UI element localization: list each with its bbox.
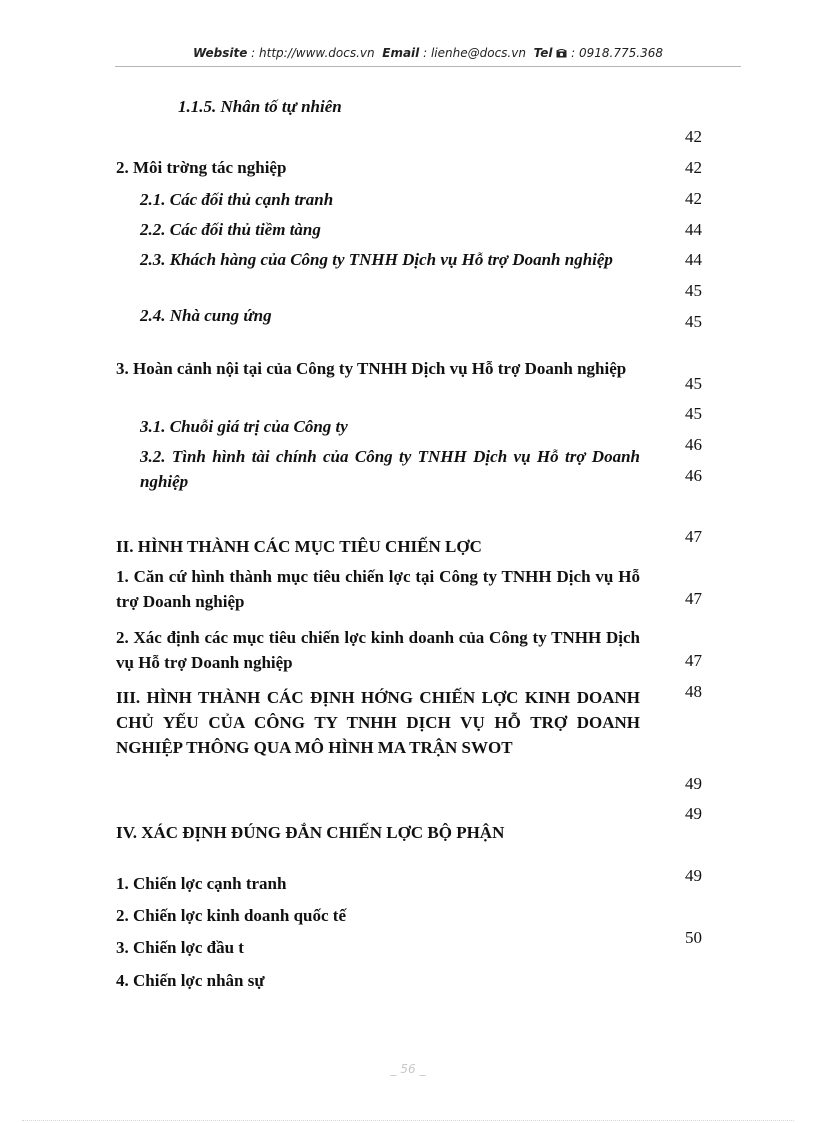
email-address: : lienhe@docs.vn bbox=[423, 46, 526, 60]
page-number: 45 bbox=[685, 404, 702, 423]
website-label: Website bbox=[193, 46, 248, 60]
email-label: Email bbox=[382, 46, 420, 60]
toc-entry-2-2: 2.2. Các đối thủ tiềm tàng bbox=[140, 220, 321, 239]
header-divider bbox=[115, 66, 741, 67]
toc-entry-1-1-5: 1.1.5. Nhân tố tự nhiên bbox=[178, 97, 342, 116]
toc-entry-2-4: 2.4. Nhà cung ứng bbox=[140, 306, 272, 325]
toc-entry-IV: IV. XÁC ĐỊNH ĐÚNG ĐẮN CHIẾN LỢC BỘ PHẬN bbox=[116, 823, 505, 842]
page-header bbox=[115, 46, 741, 60]
page-number: 47 bbox=[685, 589, 702, 608]
website-url: : http://www.docs.vn bbox=[251, 46, 375, 60]
page-number: 49 bbox=[685, 866, 702, 885]
page-number: 46 bbox=[685, 435, 702, 454]
page-number: 50 bbox=[685, 928, 702, 947]
page-number: 47 bbox=[685, 527, 702, 546]
page-number: 45 bbox=[685, 281, 702, 300]
toc-entry-III: III. HÌNH THÀNH CÁC ĐỊNH HỚNG CHIẾN LỢC KINH DOANH CHỦ YẾU CỦA CÔNG TY TNHH DỊCH VỤ HỖ TRỢ DOANH NGHIỆP THÔNG QUA MÔ HÌNH MA TRẬN SWOT bbox=[116, 688, 640, 757]
page-number: 42 bbox=[685, 189, 702, 208]
page-footer-number: _ 56 _ bbox=[390, 1062, 426, 1076]
toc-entry-3-1: 3.1. Chuỗi giá trị của Công ty bbox=[140, 417, 348, 436]
toc-entry-IV-4: 4. Chiến lợc nhân sự bbox=[116, 971, 265, 990]
toc-entry-II-1: 1. Căn cứ hình thành mục tiêu chiến lợc tại Công ty TNHH Dịch vụ Hỗ trợ Doanh nghiệp bbox=[116, 567, 640, 611]
toc-entry-IV-3: 3. Chiến lợc đầu t bbox=[116, 938, 244, 957]
page-number: 49 bbox=[685, 774, 702, 793]
page-number: 49 bbox=[685, 804, 702, 823]
toc-entry-3: 3. Hoàn cảnh nội tại của Công ty TNHH Dịch vụ Hỗ trợ Doanh nghiệp bbox=[116, 359, 627, 378]
page-number: 44 bbox=[685, 220, 702, 239]
toc-entry-IV-1: 1. Chiến lợc cạnh tranh bbox=[116, 874, 287, 893]
toc-entry-3-2: 3.2. Tình hình tài chính của Công ty TNHH Dịch vụ Hỗ trợ Doanh nghiệp bbox=[140, 447, 640, 491]
phone-icon bbox=[556, 48, 567, 58]
page-number: 42 bbox=[685, 158, 702, 177]
toc-entry-II: II. HÌNH THÀNH CÁC MỤC TIÊU CHIẾN LỢC bbox=[116, 537, 482, 556]
toc-entry-II-2: 2. Xác định các mục tiêu chiến lợc kinh doanh của Công ty TNHH Dịch vụ Hỗ trợ Doanh nghiệp bbox=[116, 628, 640, 672]
page-number: 45 bbox=[685, 312, 702, 331]
toc-entry-2-3: 2.3. Khách hàng của Công ty TNHH Dịch vụ Hỗ trợ Doanh nghiệp bbox=[140, 250, 613, 269]
toc-entry-IV-2: 2. Chiến lợc kinh doanh quốc tế bbox=[116, 906, 346, 925]
page-number: 48 bbox=[685, 682, 702, 701]
page-number: 42 bbox=[685, 127, 702, 146]
footer-divider bbox=[22, 1120, 794, 1121]
page-number: 47 bbox=[685, 651, 702, 670]
page-number: 45 bbox=[685, 374, 702, 393]
toc-entry-2: 2. Môi trờng tác nghiệp bbox=[116, 158, 287, 177]
toc-entry-2-1: 2.1. Các đối thủ cạnh tranh bbox=[140, 190, 334, 209]
page-number: 46 bbox=[685, 466, 702, 485]
tel-number: : 0918.775.368 bbox=[571, 46, 663, 60]
tel-label: Tel bbox=[533, 46, 553, 60]
page-number: 44 bbox=[685, 250, 702, 269]
